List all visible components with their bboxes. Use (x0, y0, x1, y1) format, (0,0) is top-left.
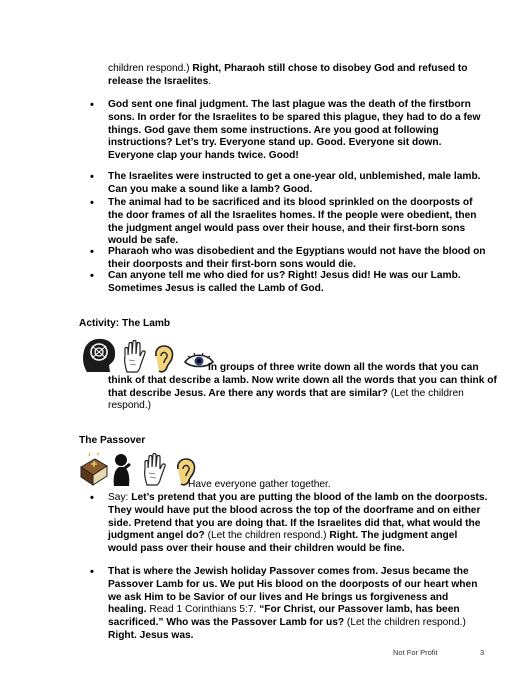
intro-paragraph (108, 63, 488, 89)
activity-bold-text: In groups of three write down all the words that you can think of that describe a lamb. Now write down all the words that you can think of that describe Jesus. Are there any words that are similar? (108, 362, 497, 399)
list-item-say-doorposts: • Say: Let’s pretend that you are putting the blood of the lamb on the doorposts. They would have put the blood across the top of the doorframe and on either side. Pretend that you are doing that. If the Israelites did that, what would the judgment angel do? (Let the children respond.) Right. The judgment angel would pass over their house and their children would be fine. (108, 492, 488, 556)
list-item-final-judgment: • God sent one final judgment. The last plague was the death of the firstborn sons. In order for the Israelites to be spared this plague, they had to do a few things. God gave them some instructions. Are you good at following instructions? Let’s try. Everyone stand up. Good. Everyone sit down. Everyone clap your hands twice. Good! (108, 99, 488, 163)
list-item-pharaoh: • Pharaoh who was disobedient and the Egyptians would not have the blood on their doorposts and their first-born sons would die. (108, 246, 488, 272)
list-item-blood-doorposts: • The animal had to be sacrificed and its blood sprinkled on the doorposts of the door frames of all the Israelites homes. If the people were obedient, then the judgment angel would pass over their house, and their first-born sons would be safe. (108, 197, 488, 248)
hand-icon (141, 453, 167, 487)
gather-instruction: Have everyone gather together. (188, 479, 331, 490)
scripture-reference: Read 1 Corinthians 5:7. (146, 604, 260, 616)
intro-plain-text: children respond.) (108, 63, 193, 74)
say-label: Say: (108, 492, 132, 503)
bible-icon (79, 453, 109, 487)
list-item-lamb-instructions: • The Israelites were instructed to get a one-year old, unblemished, male lamb. Can you make a sound like a lamb? Good. (108, 171, 488, 197)
footer-label: Not For Profit (393, 648, 438, 657)
list-item-lamb-of-god: • Can anyone tell me who died for us? Right! Jesus did! He was our Lamb. Sometimes Jesus is called the Lamb of God. (108, 270, 488, 296)
list-item-passover-holiday: • That is where the Jewish holiday Passover comes from. Jesus became the Passover Lamb for us. We put His blood on the doorposts of our heart when we ask Him to be Savior of our lives and He brings us forgiveness and healing. Read 1 Corinthians 5:7. “For Christ, our Passover lamb, has been sacrificed.” Who was the Passover Lamb for us? (Let the children respond.) Right. Jesus was. (108, 566, 488, 643)
activity-plain-text: (Let the children respond.) (108, 387, 464, 412)
activity-paragraph (108, 362, 503, 413)
activity-heading: Activity: The Lamb (79, 318, 171, 329)
passover-icon-row (79, 453, 197, 487)
intro-bold-text: Right, Pharaoh still chose to disobey God and refused to release the Israelites (108, 63, 468, 87)
page-number: 3 (480, 648, 485, 657)
passover-heading: The Passover (79, 435, 146, 446)
praying-child-icon (111, 453, 133, 487)
intro-end-text: . (208, 75, 212, 87)
